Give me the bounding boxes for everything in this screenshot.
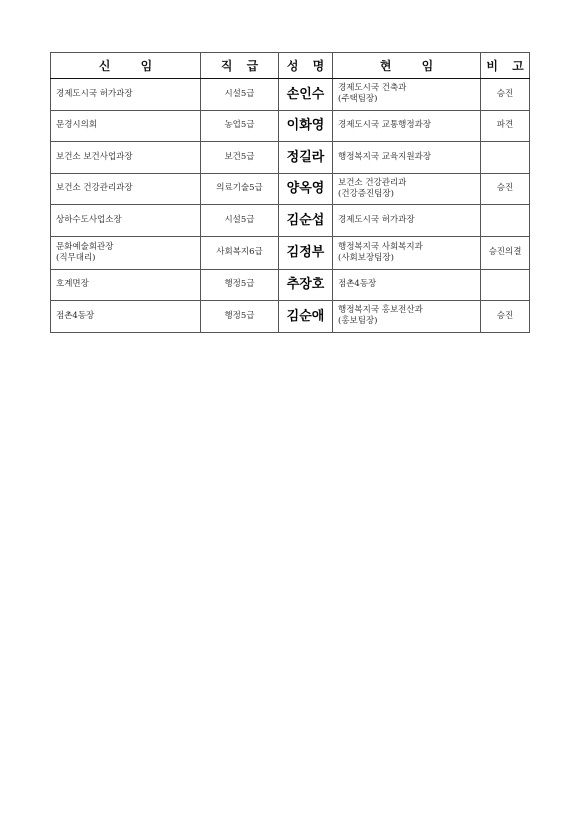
current-post-cell-line: 행정복지국 홍보전산과 (338, 305, 423, 316)
current-post-cell (333, 301, 481, 333)
name-cell: 김정부 (279, 236, 333, 269)
header-note: 비 고 (481, 53, 530, 79)
name-cell: 손인수 (279, 79, 333, 111)
new-post-cell (51, 236, 201, 269)
current-post-cell-line: 보건소 건강관리과 (338, 177, 407, 188)
new-post-cell-line: 문경시의회 (56, 120, 98, 131)
current-post-cell-line: 경제도시국 교통행정과장 (338, 120, 432, 131)
new-post-cell-line: 문화예술회관장 (56, 241, 114, 252)
note-cell: 파견 (481, 110, 530, 142)
table-row (51, 173, 530, 205)
header-row (51, 53, 530, 79)
personnel-roster-table (50, 52, 530, 333)
current-post-cell-line: (사회보장팀장) (338, 252, 394, 263)
current-post-cell-line: (주택팀장) (338, 94, 378, 105)
current-post-cell-line: (홍보팀장) (338, 316, 378, 327)
table-row (51, 301, 530, 333)
new-post-cell (51, 173, 201, 205)
name-cell: 김순애 (279, 301, 333, 333)
current-post-cell (333, 110, 481, 142)
current-post-cell-line: 행정복지국 사회복지과 (338, 241, 423, 252)
grade-cell: 시설5급 (201, 205, 279, 237)
note-cell: 승진 (481, 79, 530, 111)
header-current-post: 현 임 (333, 53, 481, 79)
new-post-cell (51, 205, 201, 237)
current-post-cell (333, 173, 481, 205)
grade-cell: 사회복지6급 (201, 236, 279, 269)
current-post-cell (333, 142, 481, 174)
table-row (51, 236, 530, 269)
header-new-post: 신 임 (51, 53, 201, 79)
header-name: 성 명 (279, 53, 333, 79)
new-post-cell-line: 상하수도사업소장 (56, 214, 122, 225)
new-post-cell-line: 경제도시국 허가과장 (56, 88, 133, 99)
name-cell: 정길라 (279, 142, 333, 174)
note-cell (481, 142, 530, 174)
new-post-cell (51, 142, 201, 174)
name-cell: 이화영 (279, 110, 333, 142)
current-post-cell (333, 79, 481, 111)
current-post-cell (333, 269, 481, 301)
roster-body (51, 79, 530, 333)
table-row (51, 110, 530, 142)
table-row (51, 269, 530, 301)
note-cell: 승진 (481, 173, 530, 205)
grade-cell: 보건5급 (201, 142, 279, 174)
new-post-cell (51, 301, 201, 333)
current-post-cell-line: 경제도시국 허가과장 (338, 214, 415, 225)
current-post-cell (333, 205, 481, 237)
grade-cell: 시설5급 (201, 79, 279, 111)
current-post-cell-line: 점촌4동장 (338, 279, 377, 290)
table-row (51, 205, 530, 237)
current-post-cell (333, 236, 481, 269)
new-post-cell-line: 보건소 보건사업과장 (56, 151, 133, 162)
table-row (51, 79, 530, 111)
new-post-cell (51, 269, 201, 301)
note-cell: 승진의결 (481, 236, 530, 269)
name-cell: 양옥영 (279, 173, 333, 205)
new-post-cell-line: (직무대리) (56, 252, 96, 263)
grade-cell: 농업5급 (201, 110, 279, 142)
current-post-cell-line: (건강증진팀장) (338, 188, 394, 199)
grade-cell: 의료기술5급 (201, 173, 279, 205)
new-post-cell (51, 110, 201, 142)
current-post-cell-line: 경제도시국 건축과 (338, 83, 407, 94)
name-cell: 김순섭 (279, 205, 333, 237)
note-cell (481, 205, 530, 237)
header-grade: 직 급 (201, 53, 279, 79)
grade-cell: 행정5급 (201, 269, 279, 301)
current-post-cell-line: 행정복지국 교육지원과장 (338, 151, 432, 162)
grade-cell: 행정5급 (201, 301, 279, 333)
new-post-cell-line: 점촌4동장 (56, 310, 95, 321)
new-post-cell-line: 호계면장 (56, 279, 89, 290)
name-cell: 추장호 (279, 269, 333, 301)
new-post-cell (51, 79, 201, 111)
note-cell: 승진 (481, 301, 530, 333)
new-post-cell-line: 보건소 건강관리과장 (56, 183, 133, 194)
table-row (51, 142, 530, 174)
note-cell (481, 269, 530, 301)
